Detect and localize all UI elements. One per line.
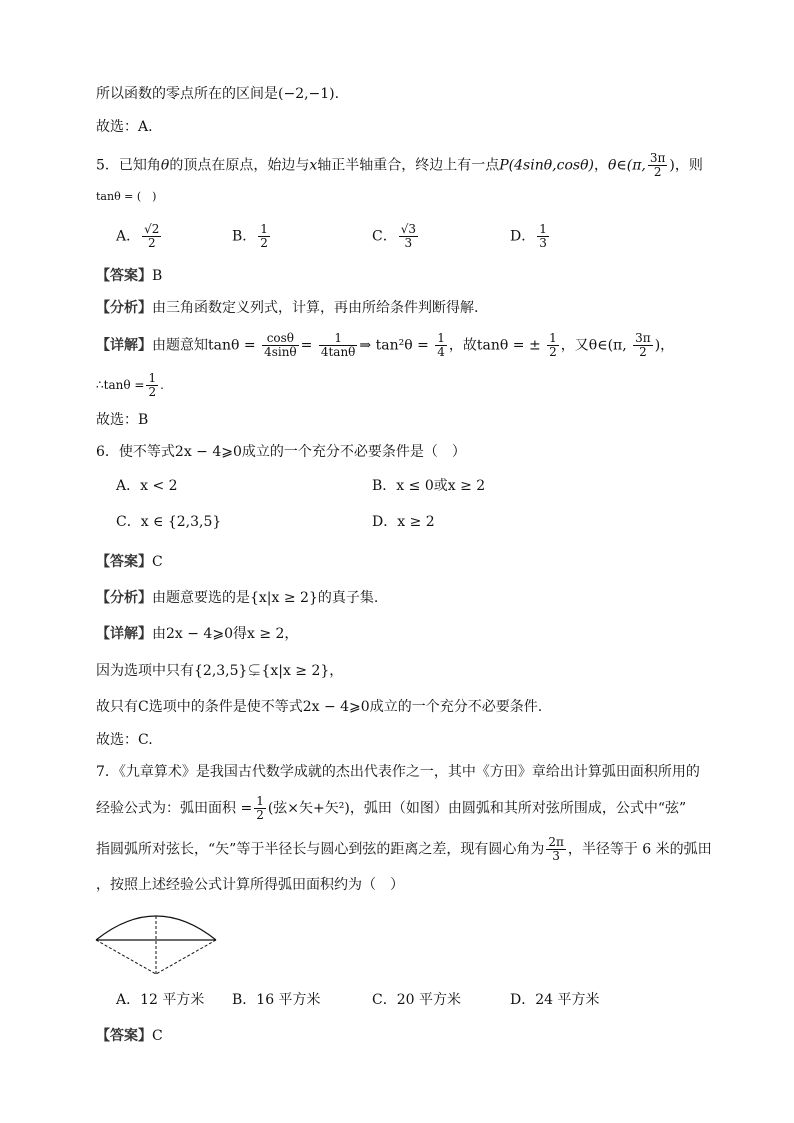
option-c: C． $\frac{√3}{3}$	[372, 222, 416, 250]
analysis: 【分析】由题意要选的是{x|x ≥ 2}的真子集.	[96, 590, 379, 606]
option-b: B．16 平方米	[232, 992, 321, 1008]
option-b: B． $\frac{1}{2}$	[232, 222, 268, 250]
detail-line2: ∴tanθ = $\frac{1}{2}$ .	[96, 371, 164, 399]
fraction: $\frac{3\pi}{2}$	[649, 151, 666, 179]
option-d: D．x ≥ 2	[372, 514, 435, 530]
answer: 【答案】C	[96, 554, 163, 570]
analysis: 【分析】由三角函数定义列式，计算，再由所给条件判断得解.	[96, 300, 479, 316]
question-7-line3: 指圆弧所对弦长，“矢”等于半径长与圆心到弦的距离之差，现有圆心角为 $\frac{2\pi}{3}$ ，半径等于 6 米的弧田	[96, 835, 712, 863]
question-5: 5．已知角θ的顶点在原点，始边与x轴正半轴重合，终边上有一点P(4sinθ,cosθ)，θ∈(π, $\frac{3\pi}{2}$ )，则	[96, 151, 703, 179]
option-b: B．x ≤ 0或x ≥ 2	[372, 478, 486, 494]
option-d: D． $\frac{1}{3}$	[510, 222, 547, 250]
option-a: A． $\frac{√2}{2}$	[116, 222, 160, 250]
question-7-line4: ，按照上述经验公式计算所得弧田面积约为（ ）	[96, 877, 404, 893]
text-line: 故选：A.	[96, 119, 153, 135]
selection: 故选：B	[96, 412, 149, 428]
selection: 故选：C.	[96, 732, 153, 748]
detail: 【详解】由2x − 4⩾0得x ≥ 2，	[96, 626, 299, 642]
question-7: 7．《九章算术》是我国古代数学成就的杰出代表作之一，其中《方田》章给出计算弧田面积所用的	[96, 764, 700, 780]
text-line: 故只有C选项中的条件是使不等式2x − 4⩾0成立的一个充分不必要条件.	[96, 699, 543, 715]
question-6: 6．使不等式2x − 4⩾0成立的一个充分不必要条件是（ ）	[96, 444, 466, 460]
option-a: A．12 平方米	[116, 992, 205, 1008]
question-5-line2: tanθ = ( )	[96, 190, 157, 203]
question-7-line2: 经验公式为：弧田面积 = $\frac{1}{2}$ (弦×矢+矢²)，弧田（如图）由圆弧和其所对弦所围成，公式中“弦”	[96, 794, 687, 822]
answer: 【答案】C	[96, 1028, 163, 1044]
option-c: C．x ∈ {2,3,5}	[116, 514, 222, 530]
arc-field-diagram	[94, 904, 218, 978]
option-a: A．x < 2	[116, 478, 178, 494]
text-line: 所以函数的零点所在的区间是(−2,−1).	[96, 86, 340, 102]
option-d: D．24 平方米	[510, 992, 600, 1008]
detail: 【详解】由题意知tanθ = $\frac{\cos\theta}{4\sin\theta}$ = $\frac{1}{4\tan\theta}$ ⇒ tan²θ = $\frac{1}{4}$ ，故tanθ = ± $\frac{1}{2}$ ，又θ∈(π, $\frac{3\pi}{2}$ )，	[96, 331, 675, 359]
option-c: C．20 平方米	[372, 992, 461, 1008]
text-line: 因为选项中只有{2,3,5}⊊{x|x ≥ 2}，	[96, 663, 344, 679]
answer: 【答案】B	[96, 268, 163, 284]
